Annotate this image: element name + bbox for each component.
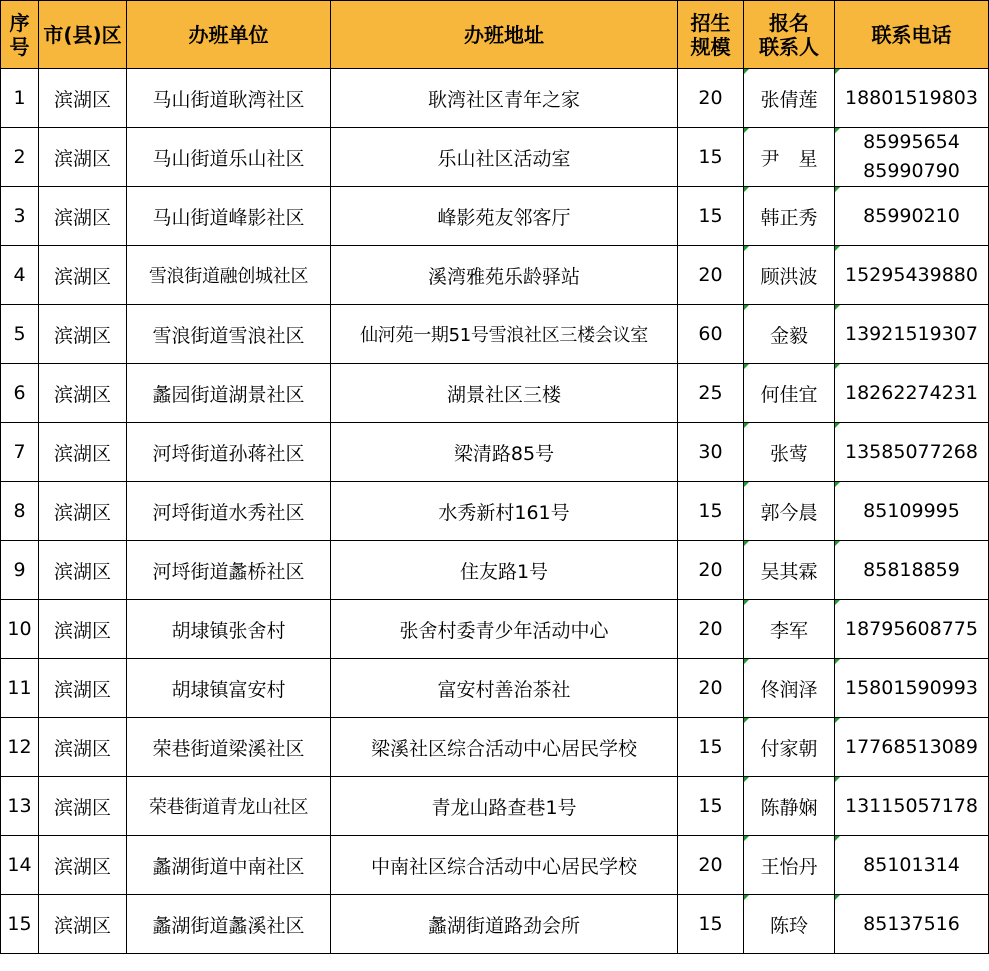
cell-address: 梁溪社区综合活动中心居民学校	[331, 718, 678, 777]
table-row	[1, 541, 989, 600]
cell-size: 60	[678, 305, 744, 364]
cell-contact: 吴其霖	[744, 541, 835, 600]
cell-unit: 雪浪街道雪浪社区	[127, 305, 331, 364]
cell-size: 20	[678, 541, 744, 600]
table-body	[1, 69, 989, 954]
cell-contact: 郭今晨	[744, 482, 835, 541]
header-contact	[744, 1, 835, 69]
table-row	[1, 600, 989, 659]
phone-number: 18801519803	[845, 86, 978, 109]
cell-district: 滨湖区	[39, 836, 127, 895]
cell-index: 10	[1, 600, 39, 659]
cell-phone	[835, 69, 989, 128]
cell-index: 11	[1, 659, 39, 718]
cell-address: 水秀新村161号	[331, 482, 678, 541]
cell-phone	[835, 364, 989, 423]
cell-district: 滨湖区	[39, 541, 127, 600]
cell-phone	[835, 895, 989, 954]
header-row	[1, 1, 989, 69]
cell-size: 20	[678, 659, 744, 718]
cell-address: 溪湾雅苑乐龄驿站	[331, 246, 678, 305]
cell-unit: 胡埭镇张舍村	[127, 600, 331, 659]
cell-size: 15	[678, 718, 744, 777]
cell-contact: 陈玲	[744, 895, 835, 954]
cell-phone	[835, 836, 989, 895]
cell-district: 滨湖区	[39, 718, 127, 777]
table-row	[1, 659, 989, 718]
table-row	[1, 777, 989, 836]
cell-phone	[835, 541, 989, 600]
phone-number: 13585077268	[845, 440, 978, 463]
header-size	[678, 1, 744, 69]
phone-number: 85101314	[863, 853, 960, 876]
cell-unit: 胡埭镇富安村	[127, 659, 331, 718]
cell-address: 峰影苑友邻客厅	[331, 187, 678, 246]
cell-phone	[835, 482, 989, 541]
cell-district: 滨湖区	[39, 364, 127, 423]
cell-size: 15	[678, 777, 744, 836]
cell-index: 12	[1, 718, 39, 777]
cell-address: 张舍村委青少年活动中心	[331, 600, 678, 659]
cell-phone	[835, 659, 989, 718]
phone-number: 17768513089	[845, 735, 978, 758]
cell-unit: 马山街道峰影社区	[127, 187, 331, 246]
cell-contact: 付家朝	[744, 718, 835, 777]
cell-contact: 张倩莲	[744, 69, 835, 128]
cell-unit: 蠡湖街道蠡溪社区	[127, 895, 331, 954]
cell-contact: 韩正秀	[744, 187, 835, 246]
cell-size: 30	[678, 423, 744, 482]
cell-unit: 荣巷街道青龙山社区	[127, 777, 331, 836]
cell-phone	[835, 187, 989, 246]
cell-phone	[835, 423, 989, 482]
cell-district: 滨湖区	[39, 423, 127, 482]
phone-number: 15801590993	[845, 676, 978, 699]
cell-district: 滨湖区	[39, 777, 127, 836]
phone-number: 85818859	[863, 558, 960, 581]
cell-phone	[835, 246, 989, 305]
table-row	[1, 128, 989, 187]
cell-contact: 金毅	[744, 305, 835, 364]
cell-address: 蠡湖街道路劲会所	[331, 895, 678, 954]
cell-size: 15	[678, 482, 744, 541]
cell-contact: 李军	[744, 600, 835, 659]
cell-address: 乐山社区活动室	[331, 128, 678, 187]
cell-index: 8	[1, 482, 39, 541]
phone-number: 15295439880	[845, 263, 978, 286]
header-unit: 办班单位	[127, 1, 331, 69]
cell-district: 滨湖区	[39, 482, 127, 541]
cell-size: 20	[678, 246, 744, 305]
phone-number: 13115057178	[845, 794, 978, 817]
phone-number: 18262274231	[845, 381, 978, 404]
cell-contact: 王怡丹	[744, 836, 835, 895]
header-contact-line2: 联系人	[759, 34, 819, 59]
cell-contact: 何佳宜	[744, 364, 835, 423]
cell-district: 滨湖区	[39, 246, 127, 305]
table-row	[1, 305, 989, 364]
cell-address: 梁清路85号	[331, 423, 678, 482]
header-size-line2: 规模	[690, 34, 731, 59]
cell-phone	[835, 600, 989, 659]
table-row	[1, 187, 989, 246]
table-row	[1, 364, 989, 423]
cell-contact: 张莺	[744, 423, 835, 482]
cell-index: 4	[1, 246, 39, 305]
cell-address: 富安村善治茶社	[331, 659, 678, 718]
cell-unit: 河埒街道蠡桥社区	[127, 541, 331, 600]
phone-number: 85990790	[863, 160, 960, 182]
table-row	[1, 423, 989, 482]
cell-size: 15	[678, 895, 744, 954]
cell-index: 6	[1, 364, 39, 423]
cell-size: 20	[678, 600, 744, 659]
table-row	[1, 69, 989, 128]
phone-number: 13921519307	[845, 322, 978, 345]
cell-district: 滨湖区	[39, 69, 127, 128]
cell-index: 9	[1, 541, 39, 600]
cell-address: 青龙山路查巷1号	[331, 777, 678, 836]
table-row	[1, 836, 989, 895]
cell-district: 滨湖区	[39, 305, 127, 364]
cell-unit: 马山街道乐山社区	[127, 128, 331, 187]
cell-unit: 河埒街道水秀社区	[127, 482, 331, 541]
cell-unit: 荣巷街道梁溪社区	[127, 718, 331, 777]
cell-phone	[835, 305, 989, 364]
cell-address: 湖景社区三楼	[331, 364, 678, 423]
cell-index: 7	[1, 423, 39, 482]
cell-phone	[835, 777, 989, 836]
header-index-line2: 号	[9, 34, 30, 59]
cell-address: 住友路1号	[331, 541, 678, 600]
cell-address: 耿湾社区青年之家	[331, 69, 678, 128]
cell-index: 14	[1, 836, 39, 895]
cell-index: 13	[1, 777, 39, 836]
cell-district: 滨湖区	[39, 659, 127, 718]
cell-contact: 陈静娴	[744, 777, 835, 836]
cell-district: 滨湖区	[39, 600, 127, 659]
cell-index: 15	[1, 895, 39, 954]
cell-size: 25	[678, 364, 744, 423]
cell-size: 20	[678, 836, 744, 895]
cell-district: 滨湖区	[39, 187, 127, 246]
cell-unit: 蠡园街道湖景社区	[127, 364, 331, 423]
cell-phone	[835, 128, 989, 187]
cell-contact: 顾洪波	[744, 246, 835, 305]
header-address: 办班地址	[331, 1, 678, 69]
cell-contact: 尹 星	[744, 128, 835, 187]
cell-index: 1	[1, 69, 39, 128]
cell-index: 5	[1, 305, 39, 364]
cell-unit: 蠡湖街道中南社区	[127, 836, 331, 895]
phone-number: 85137516	[863, 912, 960, 935]
cell-size: 15	[678, 187, 744, 246]
phone-number: 85109995	[863, 499, 960, 522]
header-contact-line1: 报名	[769, 10, 809, 35]
table-row	[1, 895, 989, 954]
cell-index: 2	[1, 128, 39, 187]
table-row	[1, 482, 989, 541]
cell-contact: 佟润泽	[744, 659, 835, 718]
phone-number: 18795608775	[845, 617, 978, 640]
phone-number: 85995654	[863, 131, 960, 153]
cell-unit: 雪浪街道融创城社区	[127, 246, 331, 305]
header-district: 市(县)区	[39, 1, 127, 69]
header-index-line1: 序	[9, 10, 30, 35]
header-index	[1, 1, 39, 69]
phone-number: 85990210	[863, 204, 960, 227]
cell-unit: 马山街道耿湾社区	[127, 69, 331, 128]
table-row	[1, 246, 989, 305]
cell-unit: 河埒街道孙蒋社区	[127, 423, 331, 482]
cell-phone	[835, 718, 989, 777]
cell-district: 滨湖区	[39, 895, 127, 954]
cell-size: 15	[678, 128, 744, 187]
cell-district: 滨湖区	[39, 128, 127, 187]
cell-address: 仙河苑一期51号雪浪社区三楼会议室	[331, 305, 678, 364]
table-row	[1, 718, 989, 777]
header-size-line1: 招生	[690, 10, 731, 35]
cell-index: 3	[1, 187, 39, 246]
cell-address: 中南社区综合活动中心居民学校	[331, 836, 678, 895]
header-phone: 联系电话	[835, 1, 989, 69]
cell-size: 20	[678, 69, 744, 128]
